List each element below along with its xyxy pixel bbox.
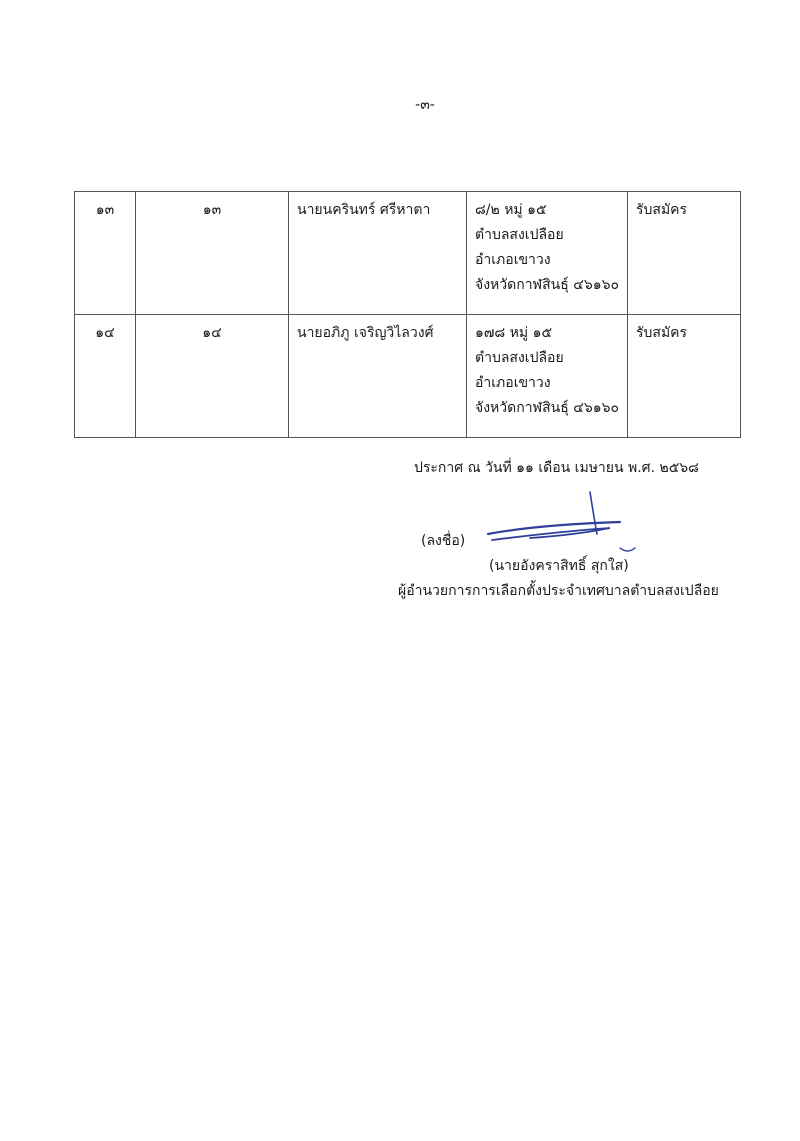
announcement-date: ประกาศ ณ วันที่ ๑๑ เดือน เมษายน พ.ศ. ๒๕๖๘ <box>414 460 699 476</box>
signature-stroke <box>620 548 635 551</box>
application-status: รับสมัคร <box>628 192 741 315</box>
candidate-address <box>467 192 628 315</box>
address-line: ตำบลสงเปลือย <box>475 227 564 243</box>
address-line: จังหวัดกาฬสินธุ์ ๔๖๑๖๐ <box>475 400 620 416</box>
signature-label: (ลงชื่อ) <box>421 533 466 549</box>
address-line: ๑๗๘ หมู่ ๑๕ <box>475 325 553 341</box>
table-row <box>75 192 741 315</box>
candidate-address <box>467 315 628 438</box>
signer-name: (นายอังคราสิทธิ์ สุกใส) <box>489 558 629 574</box>
row-number: ๑๓ <box>75 192 136 315</box>
application-status: รับสมัคร <box>628 315 741 438</box>
candidate-number: ๑๔ <box>136 315 289 438</box>
candidate-name: นายอภิภู เจริญวิไลวงศ์ <box>289 315 467 438</box>
address-line: อำเภอเขาวง <box>475 252 551 268</box>
address-line: ๘/๒ หมู่ ๑๕ <box>475 202 547 218</box>
candidate-number: ๑๓ <box>136 192 289 315</box>
signer-position: ผู้อำนวยการการเลือกตั้งประจำเทศบาลตำบลสงเปลือย <box>398 583 719 599</box>
address-line: จังหวัดกาฬสินธุ์ ๔๖๑๖๐ <box>475 277 620 293</box>
row-number: ๑๔ <box>75 315 136 438</box>
candidate-name: นายนครินทร์ ศรีหาตา <box>289 192 467 315</box>
candidate-table <box>74 191 741 438</box>
page-number: -๓- <box>415 97 435 113</box>
address-line: อำเภอเขาวง <box>475 375 551 391</box>
table-row <box>75 315 741 438</box>
signature-stroke <box>590 492 597 534</box>
address-line: ตำบลสงเปลือย <box>475 350 564 366</box>
